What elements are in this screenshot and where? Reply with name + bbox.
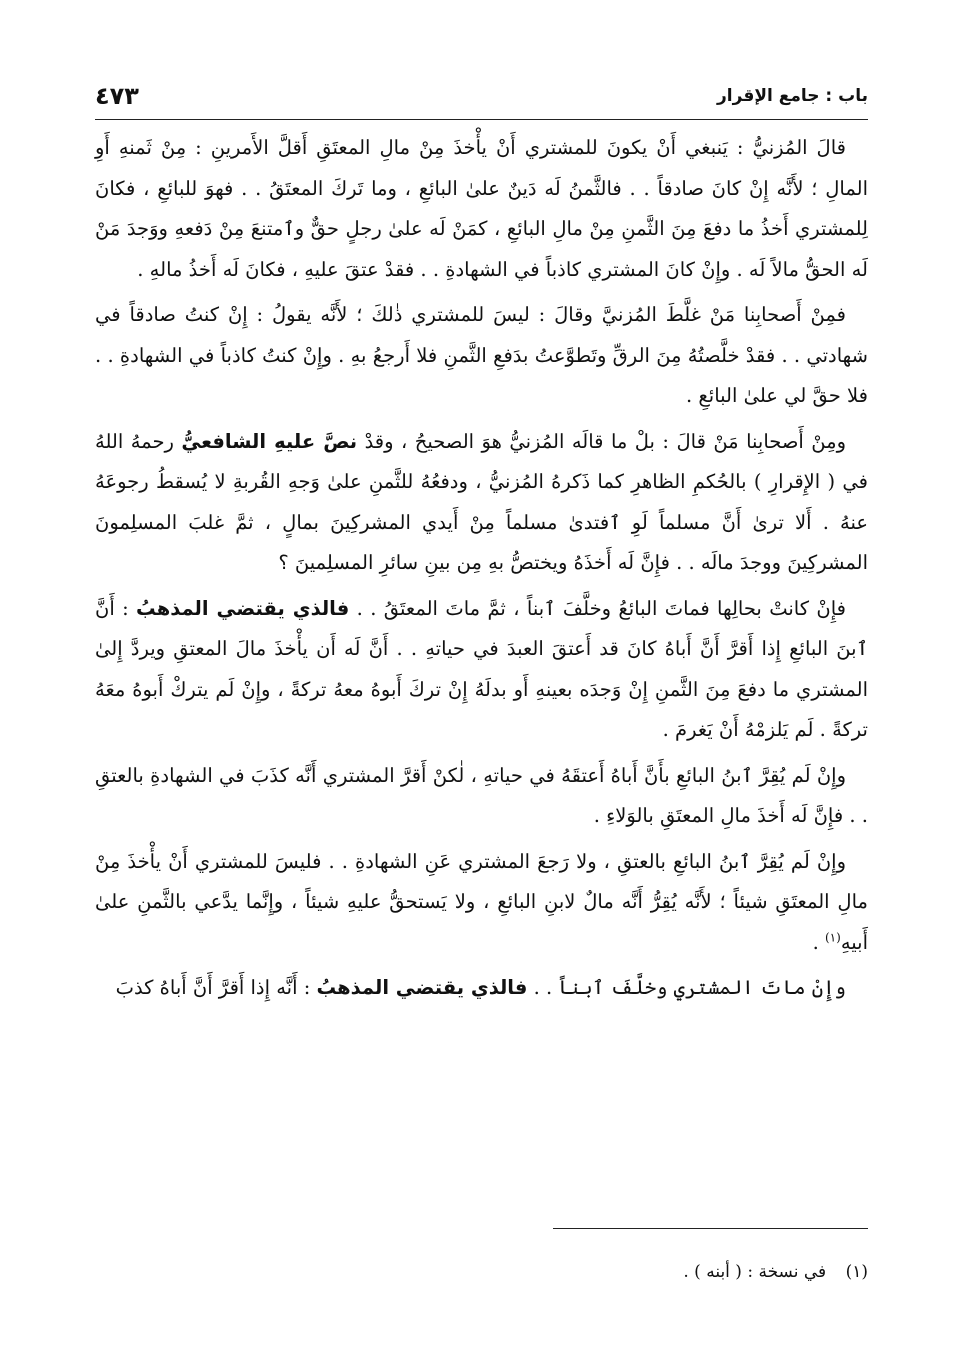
page-header xyxy=(95,82,868,116)
text-segment: : أَنَّه إِذا أَقرَّ أَنَّ أَباهُ كذبَ xyxy=(115,976,317,999)
bold-phrase: نصَّ عليهِ الشافعيُّ xyxy=(181,429,358,453)
text-segment: رحمهُ اللهُ في ( الإِقرارِ ) بالحُكمِ الظاهرِ كما ذَكرهُ المُزنيُّ ، ودفعُهُ للثَّمنِ علىٰ وَجهِ القُربةِ لا يُسقطُ رجوعَهُ عنهُ . أَلا ترىٰ أَنَّ مسلماً لَوِ ٱفتدىٰ مسلماً مِنْ أَيدي المشركِينَ بمالٍ ، ثمَّ غلبَ المسلِمونَ المشركِينَ ووجدَ مالَه . . فإِنَّ لَه أَخذَهُ ويختصُّ بهِ مِن بينِ سائرِ المسلِمينَ ؟ xyxy=(95,429,868,574)
paragraph xyxy=(95,756,868,837)
text-segment: قالَ المُزنيُّ : يَنبغي أَنْ يكونَ للمشتري أَنْ يأْخذَ مِنْ مالِ المعتَقِ أَقلَّ الأَمرينِ : مِنْ ثَمنهِ أَوِ المالِ ؛ لأَنَّه إِنْ كانَ صادقاً . . فالثَّمنُ لَه دَينٌ علىٰ البائعِ ، وما تَركَ المعتَقُ . . فهوَ للبائعِ ، فكانَ لِلمشتري أَخذُ ما دفعَ مِنَ الثَّمنِ مِنْ مالِ البائعِ ، كمَنْ لَه علىٰ رجلٍ حقٌّ وٱمتنعَ مِنْ دَفعهِ ووَجدَ مَنْ لَه الحقُّ مالاً لَه . وإِنْ كانَ المشتري كاذباً في الشهادةِ . . فقدْ عتقَ عليهِ ، فكانَ لَه أَخذُ مالهِ . xyxy=(95,136,868,281)
paragraph xyxy=(95,842,868,964)
paragraph xyxy=(95,422,868,584)
text-segment: : أَنَّ ٱبنَ البائعِ إِذا أَقرَّ أَنَّ أَباهُ كانَ قد أَعتقَ العبدَ في حياتهِ . . أَنَّ لَه أَن يأْخذَ مالَ المعتقِ ويردَّ إِلىٰ المشتري ما دفعَ مِنَ الثَّمنِ إِنْ وَجدَه بعينهِ أَو بدلَهُ إِنْ تركَ أَبوهُ معهُ تركةً ، وإِنْ لَم يتركْ أَبوهُ معَهُ تركةً . لَم يَلزمْهُ أَنْ يَغرمَ . xyxy=(95,596,868,741)
header-divider xyxy=(95,119,868,120)
footnote-number: (١) xyxy=(845,1262,868,1282)
paragraph xyxy=(95,589,868,751)
text-segment: وإِنْ لَم يُقِرَّ ٱبنُ البائعِ بأَنَّ أَباهُ أَعتقَهُ في حياتهِ ، لٰكنْ أَقرَّ المشتري أَنَّه كذَبَ في الشهادةِ بالعتقِ . . فإِنَّ لَه أَخذَ مالِ المعتَقِ بالوَلاءِ . xyxy=(95,763,868,827)
paragraph xyxy=(95,295,868,417)
text-segment: ومِنْ أَصحابِنا مَنْ قالَ : بلْ ما قالَه المُزنيُّ هوَ الصحيحُ ، وقدْ xyxy=(357,429,846,453)
text-segment: . xyxy=(812,930,825,954)
footnote xyxy=(95,1262,868,1282)
chapter-title: باب : جامع الإقرار xyxy=(717,86,868,106)
text-segment: فمِنْ أَصحابِنا مَنْ غلَّطَ المُزنيَّ وقالَ : ليسَ للمشتري ذٰلكَ ؛ لأَنَّه يقولُ : إِنْ كنتُ صادقاً في شهادتي . . فقدْ خلَّصتُهُ مِنَ الرقِّ وتَطوَّعتُ بدَفعِ الثَّمنِ فلا أَرجعُ بهِ . وإِنْ كنتُ كاذباً في الشهادةِ . . فلا حقَّ لي علىٰ البائعِ . xyxy=(95,303,868,407)
footnote-ref: (١) xyxy=(824,930,841,944)
bold-phrase: فالذي يقتضي المذهبُ xyxy=(136,596,350,620)
footnote-divider xyxy=(553,1228,868,1229)
text-segment: وإِنْ لَم يُقِرَّ ٱبنُ البائعِ بالعتقِ ، ولا رَجعَ المشتري عَنِ الشهادةِ . . فليسَ للمشتري أَنْ يأْخذَ مِنْ مالِ المعتَقِ شيئاً ؛ لأَنَّه يُقِرُّ أَنَّه مالٌ لابنِ البائعِ ، ولا يَستحقُّ عليهِ شيئاً ، وإِنَّما يدَّعي بالثَّمنِ علىٰ أَبيهِ xyxy=(95,849,868,954)
body-text xyxy=(95,128,868,1014)
text-segment: فإِنْ كانتْ بحالِها فماتَ البائعُ وخلَّفَ ٱبناً ، ثمَّ ماتَ المعتَقُ . . xyxy=(349,596,846,620)
bold-phrase: فالذي يقتضي المذهبُ xyxy=(316,976,528,999)
paragraph xyxy=(95,968,868,1009)
text-segment: وإِنْ ماتَ المشتري وخلَّفَ ٱبناً . . xyxy=(527,976,846,999)
page-number: ٤٧٣ xyxy=(95,82,139,110)
paragraph xyxy=(95,128,868,290)
footnote-text: في نسخة : ( أبنه ) . xyxy=(683,1262,827,1282)
